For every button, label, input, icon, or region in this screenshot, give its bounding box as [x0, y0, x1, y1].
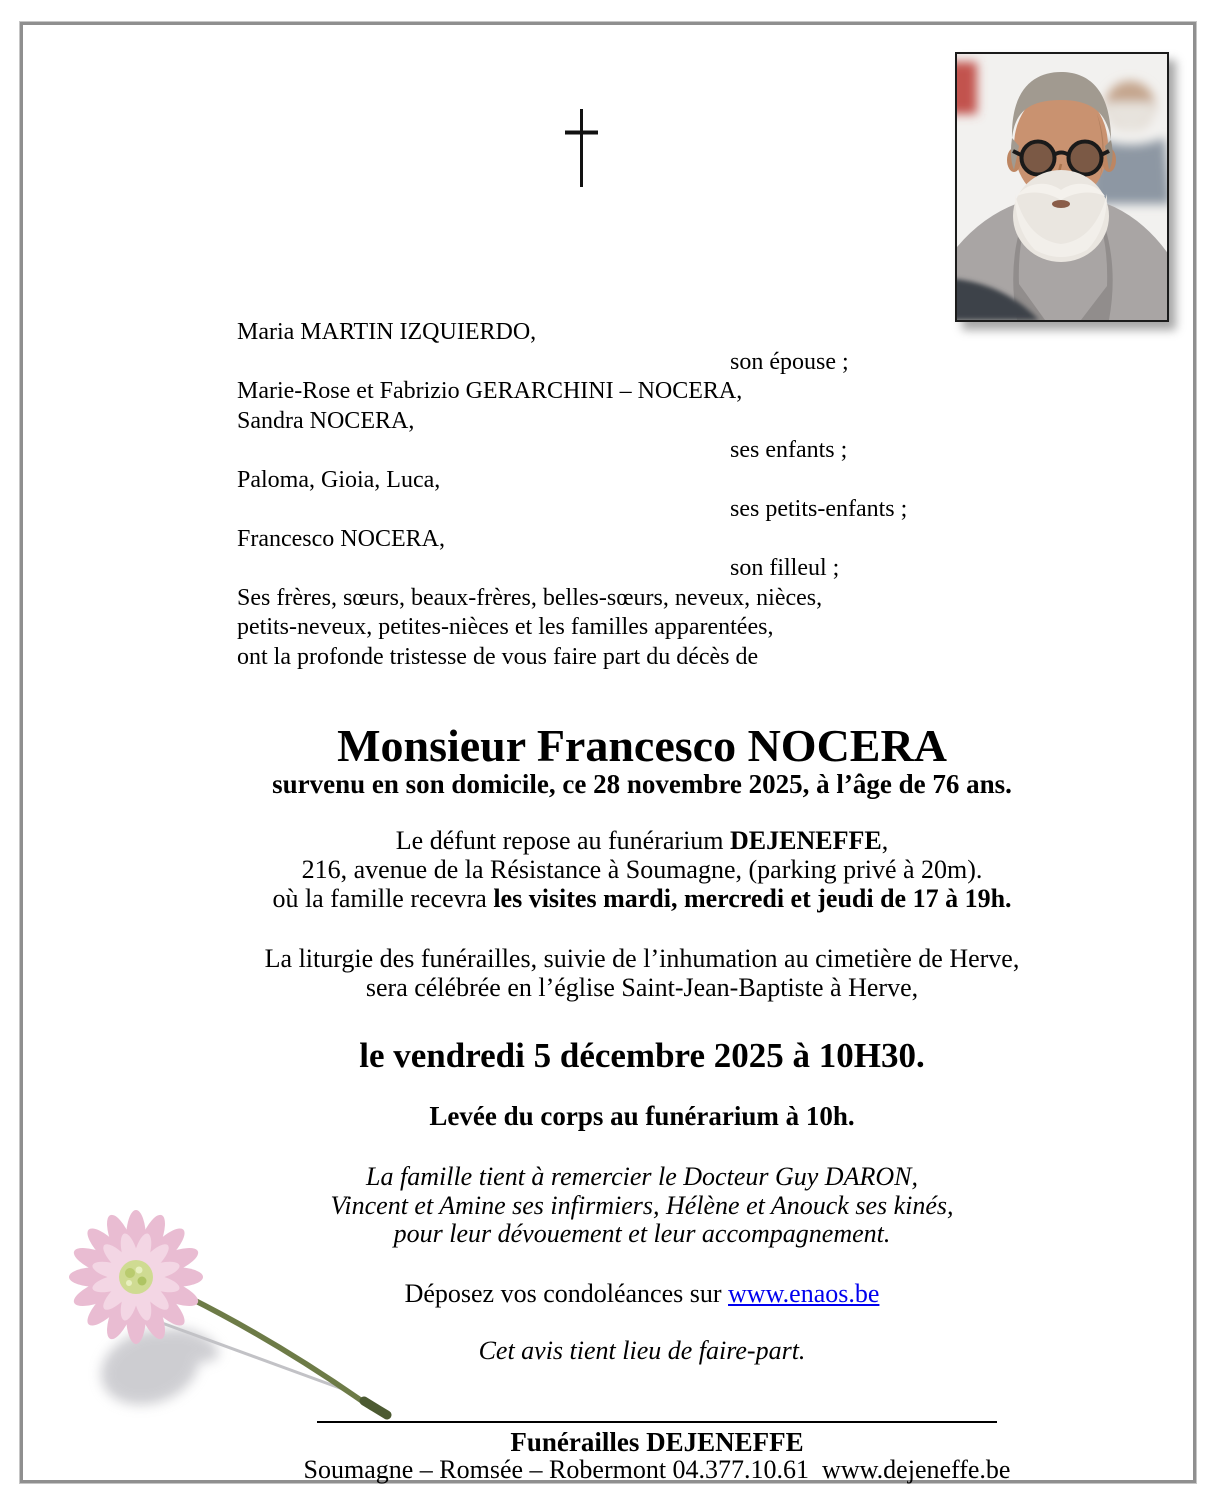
- repose-info: [237, 826, 1047, 913]
- relation-label: ses enfants ;: [730, 437, 848, 463]
- ceremony-date: le vendredi 5 décembre 2025 à 10H30.: [359, 1036, 925, 1075]
- thanks-line: pour leur dévouement et leur accompagnement.: [393, 1219, 891, 1248]
- family-name-line: petits-neveux, petites-nièces et les familles apparentées,: [237, 614, 774, 640]
- family-section: [237, 318, 1047, 672]
- footer-divider: [317, 1421, 997, 1423]
- enaos-link[interactable]: www.enaos.be: [728, 1279, 880, 1308]
- condolences-text: Déposez vos condoléances sur: [404, 1279, 729, 1308]
- thanks-line: Vincent et Amine ses infirmiers, Hélène et Anouck ses kinés,: [330, 1190, 954, 1220]
- funeral-home-contact: Soumagne – Romsée – Robermont 04.377.10.61 www.dejeneffe.be: [303, 1455, 1011, 1484]
- repose-line: Le défunt repose au funérarium DEJENEFFE,: [395, 826, 889, 855]
- thanks-line: La famille tient à remercier le Docteur Guy DARON,: [366, 1162, 918, 1191]
- flower-image: [40, 1195, 410, 1445]
- cross-icon: [560, 106, 604, 194]
- family-name-line: Ses frères, sœurs, beaux-frères, belles-sœurs, neveux, nièces,: [237, 584, 823, 611]
- family-name-line: ont la profonde tristesse de vous faire part du décès de: [237, 643, 759, 670]
- relation-label: son filleul ;: [730, 555, 840, 581]
- liturgy-info: [237, 944, 1047, 1002]
- family-name-line: Marie-Rose et Fabrizio GERARCHINI – NOCERA,: [237, 378, 743, 404]
- deceased-name-title: Monsieur Francesco NOCERA: [337, 720, 947, 771]
- family-name-line: Maria MARTIN IZQUIERDO,: [237, 319, 537, 345]
- death-date-line: survenu en son domicile, ce 28 novembre 2025, à l’âge de 76 ans.: [272, 769, 1012, 799]
- portrait-illustration: [957, 54, 1167, 320]
- faire-part-notice: Cet avis tient lieu de faire-part.: [478, 1336, 806, 1365]
- levee-line: Levée du corps au funérarium à 10h.: [429, 1101, 855, 1131]
- liturgy-line: La liturgie des funérailles, suivie de l’inhumation au cimetière de Herve,: [264, 944, 1020, 973]
- liturgy-line: sera célébrée en l’église Saint-Jean-Baptiste à Herve,: [365, 973, 919, 1002]
- family-name-line: Paloma, Gioia, Luca,: [237, 466, 441, 493]
- funeral-home-name: Funérailles DEJENEFFE: [510, 1427, 804, 1457]
- relation-label: ses petits-enfants ;: [730, 496, 908, 522]
- portrait-photo: [955, 52, 1169, 322]
- visits-line: où la famille recevra les visites mardi, mercredi et jeudi de 17 à 19h.: [272, 884, 1012, 913]
- relation-label: son épouse ;: [730, 348, 849, 375]
- family-name-line: Francesco NOCERA,: [237, 525, 445, 552]
- family-name-line: Sandra NOCERA,: [237, 407, 415, 434]
- address-line: 216, avenue de la Résistance à Soumagne, (parking privé à 20m).: [301, 855, 983, 884]
